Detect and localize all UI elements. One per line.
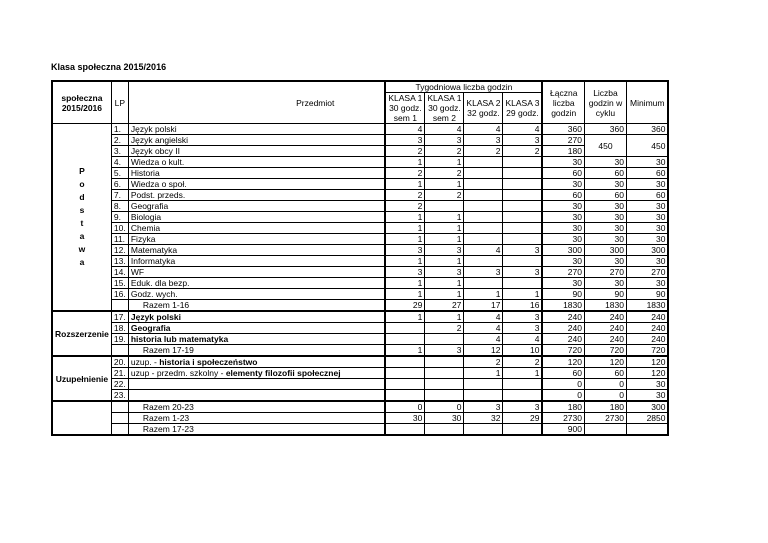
- lp-cell: 8.: [111, 201, 128, 212]
- lp-cell: 4.: [111, 157, 128, 168]
- hours-k2: [464, 278, 503, 289]
- lp-cell: 7.: [111, 190, 128, 201]
- subject-cell: Eduk. dla bezp.: [128, 278, 385, 289]
- lp-cell: 3.: [111, 146, 128, 157]
- minimum-cell: 300: [626, 401, 668, 413]
- total-cell: 30: [542, 278, 584, 289]
- cycle-cell: 30: [584, 223, 626, 234]
- cycle-cell: 30: [584, 201, 626, 212]
- hours-k2: [464, 256, 503, 267]
- hours-k1a: 1: [385, 212, 425, 223]
- hours-k1b: [425, 379, 464, 390]
- hours-k3: [503, 179, 543, 190]
- hours-k3: [503, 390, 543, 402]
- cycle-cell: 180: [584, 401, 626, 413]
- cycle-cell: 30: [584, 179, 626, 190]
- lp-cell: 20.: [111, 356, 128, 368]
- hours-table: [51, 80, 669, 436]
- hours-k2: 12: [464, 345, 503, 357]
- cycle-cell: 30: [584, 157, 626, 168]
- hours-k1a: [385, 424, 425, 436]
- total-cell: 180: [542, 401, 584, 413]
- subject-cell: Język polski: [128, 311, 385, 323]
- hours-k2: 3: [464, 267, 503, 278]
- hours-k3: [503, 190, 543, 201]
- cycle-header: Liczba godzin w cyklu: [584, 81, 626, 124]
- hours-k1b: 1: [425, 179, 464, 190]
- total-cell: 30: [542, 256, 584, 267]
- hours-k2: [464, 234, 503, 245]
- hours-k3: 4: [503, 334, 543, 345]
- hours-k1b: 1: [425, 278, 464, 289]
- hours-k1a: [385, 356, 425, 368]
- hours-k3: 3: [503, 267, 543, 278]
- hours-k1a: 2: [385, 190, 425, 201]
- cycle-cell: 1830: [584, 300, 626, 312]
- hours-k2: [464, 190, 503, 201]
- hours-k1a: 1: [385, 179, 425, 190]
- table-row: [52, 413, 668, 424]
- hours-k3: [503, 212, 543, 223]
- lp-cell: 12.: [111, 245, 128, 256]
- hours-k1a: 30: [385, 413, 425, 424]
- table-row: [52, 368, 668, 379]
- minimum-cell: 90: [626, 289, 668, 300]
- hours-k3: [503, 234, 543, 245]
- hours-k2: 32: [464, 413, 503, 424]
- subject-cell: Wiedza o kult.: [128, 157, 385, 168]
- total-header: Łączna liczba godzin: [542, 81, 584, 124]
- minimum-cell: 30: [626, 256, 668, 267]
- hours-k3: 1: [503, 289, 543, 300]
- subject-cell: WF: [128, 267, 385, 278]
- total-cell: 90: [542, 289, 584, 300]
- table-row: [52, 234, 668, 245]
- lp-cell: [111, 345, 128, 357]
- hours-k3: 3: [503, 245, 543, 256]
- hours-k1a: 1: [385, 223, 425, 234]
- lp-cell: 9.: [111, 212, 128, 223]
- cycle-cell: [584, 424, 626, 436]
- hours-k2: 1: [464, 289, 503, 300]
- total-cell: 240: [542, 334, 584, 345]
- total-cell: 30: [542, 201, 584, 212]
- table-row: [52, 256, 668, 267]
- minimum-header: Minimum: [626, 81, 668, 124]
- subject-cell: Matematyka: [128, 245, 385, 256]
- table-row: [52, 300, 668, 312]
- total-cell: 0: [542, 379, 584, 390]
- minimum-cell: 240: [626, 323, 668, 334]
- lp-cell: 19.: [111, 334, 128, 345]
- hours-k2: 2: [464, 146, 503, 157]
- cycle-cell: 30: [584, 278, 626, 289]
- hours-k3: [503, 256, 543, 267]
- total-cell: 120: [542, 356, 584, 368]
- subject-cell: historia lub matematyka: [128, 334, 385, 345]
- minimum-cell: 720: [626, 345, 668, 357]
- klasa1-sem2-header: KLASA 1 30 godz. sem 2: [425, 93, 464, 124]
- section-totals: [52, 401, 111, 435]
- hours-k1b: [425, 390, 464, 402]
- total-cell: 60: [542, 368, 584, 379]
- cycle-cell: 60: [584, 168, 626, 179]
- hours-k3: 3: [503, 401, 543, 413]
- cycle-cell: 360: [584, 124, 626, 135]
- table-row: [52, 289, 668, 300]
- hours-k2: 4: [464, 323, 503, 334]
- subject-cell: Język polski: [128, 124, 385, 135]
- lp-cell: 23.: [111, 390, 128, 402]
- minimum-cell: 30: [626, 223, 668, 234]
- hours-k3: 3: [503, 323, 543, 334]
- lp-cell: 6.: [111, 179, 128, 190]
- hours-k1a: 1: [385, 157, 425, 168]
- cycle-cell: 2730: [584, 413, 626, 424]
- hours-k1a: 0: [385, 401, 425, 413]
- lp-cell: 16.: [111, 289, 128, 300]
- total-cell: 240: [542, 323, 584, 334]
- cycle-cell: 300: [584, 245, 626, 256]
- hours-k1a: 3: [385, 245, 425, 256]
- table-row: [52, 401, 668, 413]
- hours-k1b: 2: [425, 168, 464, 179]
- total-cell: 360: [542, 124, 584, 135]
- total-cell: 2730: [542, 413, 584, 424]
- subject-cell: Historia: [128, 168, 385, 179]
- hours-k2: 3: [464, 401, 503, 413]
- lp-cell: 1.: [111, 124, 128, 135]
- hours-k3: [503, 223, 543, 234]
- table-row: [52, 179, 668, 190]
- weekly-header: Tygodniowa liczba godzin: [385, 81, 542, 93]
- cycle-cell: 720: [584, 345, 626, 357]
- lp-cell: 17.: [111, 311, 128, 323]
- hours-k2: [464, 157, 503, 168]
- subject-cell: Biologia: [128, 212, 385, 223]
- minimum-cell: 30: [626, 212, 668, 223]
- hours-k1b: 4: [425, 124, 464, 135]
- hours-k1b: 1: [425, 157, 464, 168]
- subject-cell: Geografia: [128, 323, 385, 334]
- minimum-cell: 30: [626, 157, 668, 168]
- table-row: [52, 190, 668, 201]
- hours-k1a: [385, 379, 425, 390]
- klasa1-sem1-header: KLASA 1 30 godz. sem 1: [385, 93, 425, 124]
- cycle-cell: 60: [584, 368, 626, 379]
- hours-k1b: [425, 201, 464, 212]
- hours-k1a: 1: [385, 278, 425, 289]
- cycle-cell: 0: [584, 390, 626, 402]
- minimum-cell: 30: [626, 201, 668, 212]
- subject-cell: Język obcy II: [128, 146, 385, 157]
- table-row: [52, 135, 668, 146]
- hours-k1b: 30: [425, 413, 464, 424]
- klasa3-header: KLASA 3 29 godz.: [503, 93, 543, 124]
- minimum-cell: 30: [626, 379, 668, 390]
- hours-k1b: 2: [425, 190, 464, 201]
- hours-k1a: 2: [385, 168, 425, 179]
- hours-k1b: 0: [425, 401, 464, 413]
- hours-k3: 10: [503, 345, 543, 357]
- hours-k2: 3: [464, 135, 503, 146]
- minimum-cell: 300: [626, 245, 668, 256]
- header-row: [52, 81, 668, 93]
- table-row: [52, 124, 668, 135]
- subject-header: Przedmiot: [128, 81, 385, 124]
- hours-k2: 4: [464, 245, 503, 256]
- lp-header: LP: [111, 81, 128, 124]
- minimum-cell: 450: [626, 135, 668, 157]
- hours-k3: 2: [503, 356, 543, 368]
- cycle-cell: 0: [584, 379, 626, 390]
- minimum-cell: 30: [626, 278, 668, 289]
- subject-cell: Razem 1-16: [128, 300, 385, 312]
- hours-k1b: 1: [425, 289, 464, 300]
- hours-k3: 16: [503, 300, 543, 312]
- hours-k1b: [425, 334, 464, 345]
- hours-k1b: 3: [425, 345, 464, 357]
- lp-cell: 2.: [111, 135, 128, 146]
- table-row: [52, 212, 668, 223]
- hours-k3: [503, 157, 543, 168]
- table-row: [52, 424, 668, 436]
- cycle-cell: 240: [584, 334, 626, 345]
- hours-k3: 29: [503, 413, 543, 424]
- subject-cell: Razem 20-23: [128, 401, 385, 413]
- hours-k1a: 2: [385, 201, 425, 212]
- total-cell: 240: [542, 311, 584, 323]
- hours-k3: 2: [503, 146, 543, 157]
- klasa2-header: KLASA 2 32 godz.: [464, 93, 503, 124]
- subject-cell: Podst. przeds.: [128, 190, 385, 201]
- lp-cell: 21.: [111, 368, 128, 379]
- hours-k3: [503, 379, 543, 390]
- minimum-cell: 60: [626, 190, 668, 201]
- subject-cell: Chemia: [128, 223, 385, 234]
- lp-cell: [111, 300, 128, 312]
- hours-k1a: 1: [385, 311, 425, 323]
- total-cell: 30: [542, 212, 584, 223]
- section-podstawa: P o d s t a w a: [52, 124, 111, 312]
- subject-cell: Fizyka: [128, 234, 385, 245]
- hours-k2: 4: [464, 334, 503, 345]
- minimum-cell: 120: [626, 368, 668, 379]
- hours-k2: [464, 379, 503, 390]
- subject-cell: uzup. - historia i społeczeństwo: [128, 356, 385, 368]
- hours-k1a: 1: [385, 234, 425, 245]
- minimum-cell: 120: [626, 356, 668, 368]
- hours-k1b: 2: [425, 146, 464, 157]
- cycle-cell: 120: [584, 356, 626, 368]
- table-row: [52, 223, 668, 234]
- hours-k1b: [425, 424, 464, 436]
- table-row: [52, 245, 668, 256]
- table-row: [52, 379, 668, 390]
- corner-cell: społeczna 2015/2016: [52, 81, 111, 124]
- table-row: [52, 146, 668, 157]
- table-row: [52, 323, 668, 334]
- subject-cell: Razem 17-23: [128, 424, 385, 436]
- subject-cell: Język angielski: [128, 135, 385, 146]
- total-cell: 270: [542, 267, 584, 278]
- subject-cell: Wiedza o społ.: [128, 179, 385, 190]
- hours-k2: 4: [464, 311, 503, 323]
- lp-cell: 13.: [111, 256, 128, 267]
- section-rozszerzenie: Rozszerzenie: [52, 311, 111, 356]
- lp-cell: 5.: [111, 168, 128, 179]
- hours-k1a: 1: [385, 256, 425, 267]
- hours-k2: [464, 168, 503, 179]
- lp-cell: [111, 401, 128, 413]
- hours-k2: [464, 223, 503, 234]
- cycle-cell: 450: [584, 135, 626, 157]
- hours-k1a: 2: [385, 146, 425, 157]
- hours-k2: [464, 179, 503, 190]
- subject-cell: Godz. wych.: [128, 289, 385, 300]
- hours-k1a: 3: [385, 267, 425, 278]
- hours-k2: [464, 212, 503, 223]
- total-cell: 900: [542, 424, 584, 436]
- table-row: [52, 168, 668, 179]
- hours-k1b: 2: [425, 323, 464, 334]
- cycle-cell: 30: [584, 256, 626, 267]
- subject-cell: [128, 390, 385, 402]
- hours-k2: [464, 424, 503, 436]
- cycle-cell: 240: [584, 323, 626, 334]
- hours-k1b: 1: [425, 311, 464, 323]
- total-cell: 720: [542, 345, 584, 357]
- minimum-cell: 2850: [626, 413, 668, 424]
- table-row: [52, 334, 668, 345]
- table-row: [52, 278, 668, 289]
- lp-cell: 10.: [111, 223, 128, 234]
- cycle-cell: 60: [584, 190, 626, 201]
- hours-k1b: [425, 368, 464, 379]
- lp-cell: 15.: [111, 278, 128, 289]
- hours-k1b: 1: [425, 256, 464, 267]
- cycle-cell: 270: [584, 267, 626, 278]
- total-cell: 270: [542, 135, 584, 146]
- section-uzupelnienie: Uzupełnienie: [52, 356, 111, 401]
- lp-cell: 18.: [111, 323, 128, 334]
- hours-k2: [464, 201, 503, 212]
- minimum-cell: 60: [626, 168, 668, 179]
- total-cell: 1830: [542, 300, 584, 312]
- hours-k1a: 1: [385, 345, 425, 357]
- subject-cell: [128, 379, 385, 390]
- table-row: [52, 267, 668, 278]
- hours-k1a: [385, 334, 425, 345]
- cycle-cell: 90: [584, 289, 626, 300]
- hours-k1a: 29: [385, 300, 425, 312]
- hours-k1b: 3: [425, 135, 464, 146]
- minimum-cell: 240: [626, 334, 668, 345]
- total-cell: 30: [542, 157, 584, 168]
- cycle-cell: 240: [584, 311, 626, 323]
- hours-k3: [503, 201, 543, 212]
- subject-cell: Razem 1-23: [128, 413, 385, 424]
- hours-k2: 2: [464, 356, 503, 368]
- total-cell: 60: [542, 168, 584, 179]
- hours-k2: [464, 390, 503, 402]
- minimum-cell: 240: [626, 311, 668, 323]
- hours-k1a: 3: [385, 135, 425, 146]
- page-title: Klasa społeczna 2015/2016: [51, 62, 167, 72]
- hours-k1b: 1: [425, 234, 464, 245]
- hours-k3: [503, 278, 543, 289]
- hours-k1b: 27: [425, 300, 464, 312]
- hours-k3: 3: [503, 135, 543, 146]
- table-row: [52, 356, 668, 368]
- lp-cell: 11.: [111, 234, 128, 245]
- hours-k1a: [385, 323, 425, 334]
- minimum-cell: 30: [626, 179, 668, 190]
- hours-k2: 1: [464, 368, 503, 379]
- hours-k2: 4: [464, 124, 503, 135]
- subject-cell: Razem 17-19: [128, 345, 385, 357]
- hours-k1a: 4: [385, 124, 425, 135]
- subject-cell: Informatyka: [128, 256, 385, 267]
- lp-cell: 14.: [111, 267, 128, 278]
- hours-k1a: [385, 368, 425, 379]
- hours-k3: [503, 424, 543, 436]
- minimum-cell: 30: [626, 234, 668, 245]
- minimum-cell: [626, 424, 668, 436]
- subject-cell: uzup - przedm. szkolny - elementy filozofii społecznej: [128, 368, 385, 379]
- total-cell: 30: [542, 223, 584, 234]
- minimum-cell: 1830: [626, 300, 668, 312]
- total-cell: 60: [542, 190, 584, 201]
- minimum-cell: 30: [626, 390, 668, 402]
- hours-k3: 4: [503, 124, 543, 135]
- lp-cell: [111, 413, 128, 424]
- subject-cell: Geografia: [128, 201, 385, 212]
- cycle-cell: 30: [584, 212, 626, 223]
- hours-k3: [503, 168, 543, 179]
- lp-cell: 22.: [111, 379, 128, 390]
- hours-k1a: 1: [385, 289, 425, 300]
- total-cell: 300: [542, 245, 584, 256]
- hours-k1b: 3: [425, 267, 464, 278]
- hours-k1b: 3: [425, 245, 464, 256]
- hours-k3: 1: [503, 368, 543, 379]
- lp-cell: [111, 424, 128, 436]
- hours-k1a: [385, 390, 425, 402]
- table-row: [52, 345, 668, 357]
- minimum-cell: 270: [626, 267, 668, 278]
- total-cell: 0: [542, 390, 584, 402]
- total-cell: 180: [542, 146, 584, 157]
- table-row: [52, 311, 668, 323]
- table-row: [52, 390, 668, 402]
- total-cell: 30: [542, 234, 584, 245]
- table-row: [52, 157, 668, 168]
- hours-k1b: 1: [425, 212, 464, 223]
- hours-k3: 3: [503, 311, 543, 323]
- total-cell: 30: [542, 179, 584, 190]
- table-row: [52, 201, 668, 212]
- hours-k1b: 1: [425, 223, 464, 234]
- cycle-cell: 30: [584, 234, 626, 245]
- hours-k2: 17: [464, 300, 503, 312]
- minimum-cell: 360: [626, 124, 668, 135]
- hours-k1b: [425, 356, 464, 368]
